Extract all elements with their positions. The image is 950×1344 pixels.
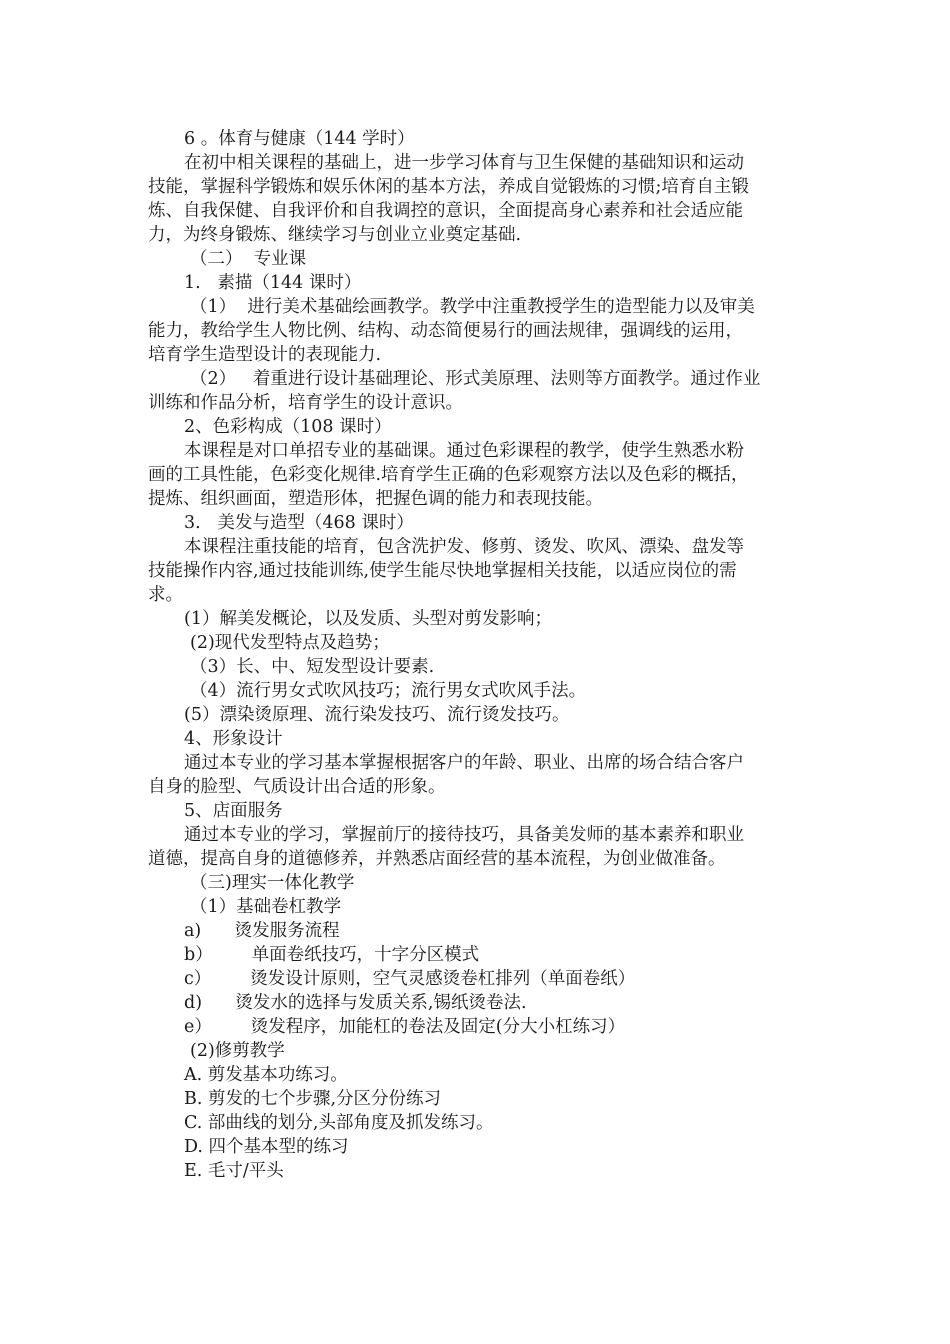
section-heading-major-courses: （二） 专业课	[190, 249, 307, 269]
paragraph-line: 培育学生造型设计的表现能力.	[148, 345, 382, 365]
paragraph-line: 道德，提高自身的道德修养，并熟悉店面经营的基本流程，为创业做准备。	[148, 849, 726, 869]
paragraph-line: 技能操作内容,通过技能训练,使学生能尽快地掌握相关技能，以适应岗位的需	[148, 561, 737, 581]
paragraph-line: （1） 进行美术基础绘画教学。教学中注重教授学生的造型能力以及审美	[190, 297, 755, 317]
list-item: （3）长、中、短发型设计要素.	[190, 657, 435, 677]
subheading-hair-styling: 3. 美发与造型（468 课时）	[184, 513, 414, 533]
paragraph-line: 训练和作品分析，培育学生的设计意识。	[148, 393, 463, 413]
subheading-image-design: 4、形象设计	[184, 729, 283, 749]
paragraph-line: 在初中相关课程的基础上，进一步学习体育与卫生保健的基础知识和运动	[184, 153, 744, 173]
subheading-trimming: (2)修剪教学	[190, 1041, 285, 1061]
section-heading-pe: 6 。体育与健康（144 学时）	[184, 129, 415, 149]
paragraph-line: 技能，掌握科学锻炼和娱乐休闲的基本方法，养成自觉锻炼的习惯;培育自主锻	[148, 177, 749, 197]
list-item: D. 四个基本型的练习	[184, 1137, 349, 1157]
paragraph-line: 能力，教给学生人物比例、结构、动态简便易行的画法规律，强调线的运用，	[148, 321, 743, 341]
paragraph-line: 本课程是对口单招专业的基础课。通过色彩课程的教学，使学生熟悉水粉	[184, 441, 744, 461]
list-item: A. 剪发基本功练习。	[184, 1065, 348, 1085]
paragraph-line: 通过本专业的学习基本掌握根据客户的年龄、职业、出席的场合结合客户	[184, 753, 744, 773]
subheading-rolling: （1）基础卷杠教学	[190, 897, 342, 917]
paragraph-line: 炼、自我保健、自我评价和自我调控的意识，全面提高身心素养和社会适应能	[148, 201, 743, 221]
list-item: E. 毛寸/平头	[184, 1161, 284, 1181]
list-item: e） 烫发程序，加能杠的卷法及固定(分大小杠练习）	[184, 1017, 626, 1037]
list-item: (1）解美发概论，以及发质、头型对剪发影响；	[184, 609, 552, 629]
subheading-color: 2、色彩构成（108 课时）	[184, 417, 392, 437]
list-item: d) 烫发水的选择与发质关系,锡纸烫卷法.	[184, 993, 527, 1013]
paragraph-line: 画的工具性能，色彩变化规律.培育学生正确的色彩观察方法以及色彩的概括，	[148, 465, 749, 485]
paragraph-line: （2） 着重进行设计基础理论、形式美原理、法则等方面教学。通过作业	[190, 369, 761, 389]
list-item: (5）漂染烫原理、流行染发技巧、流行烫发技巧。	[184, 705, 570, 725]
paragraph-line: 提炼、组织画面，塑造形体，把握色调的能力和表现技能。	[148, 489, 603, 509]
subheading-sketch: 1. 素描（144 课时）	[184, 273, 362, 293]
list-item: (2)现代发型特点及趋势；	[190, 633, 390, 653]
list-item: a) 烫发服务流程	[184, 921, 340, 941]
paragraph-line: 本课程注重技能的培育，包含洗护发、修剪、烫发、吹风、漂染、盘发等	[184, 537, 744, 557]
paragraph-line: 力，为终身锻炼、继续学习与创业立业奠定基础.	[148, 225, 522, 245]
paragraph-line: 通过本专业的学习，掌握前厅的接待技巧，具备美发师的基本素养和职业	[184, 825, 744, 845]
list-item: B. 剪发的七个步骤,分区分份练习	[184, 1089, 442, 1109]
paragraph-line: 自身的脸型、气质设计出合适的形象。	[148, 777, 446, 797]
section-heading-integrated: （三)理实一体化教学	[190, 873, 355, 893]
subheading-store-service: 5、店面服务	[184, 801, 283, 821]
paragraph-line: 求。	[148, 585, 183, 605]
list-item: b） 单面卷纸技巧，十字分区模式	[184, 945, 480, 965]
list-item: C. 部曲线的划分,头部角度及抓发练习。	[184, 1113, 494, 1133]
list-item: c） 烫发设计原则，空气灵感烫卷杠排列（单面卷纸）	[184, 969, 636, 989]
list-item: （4）流行男女式吹风技巧；流行男女式吹风手法。	[190, 681, 587, 701]
